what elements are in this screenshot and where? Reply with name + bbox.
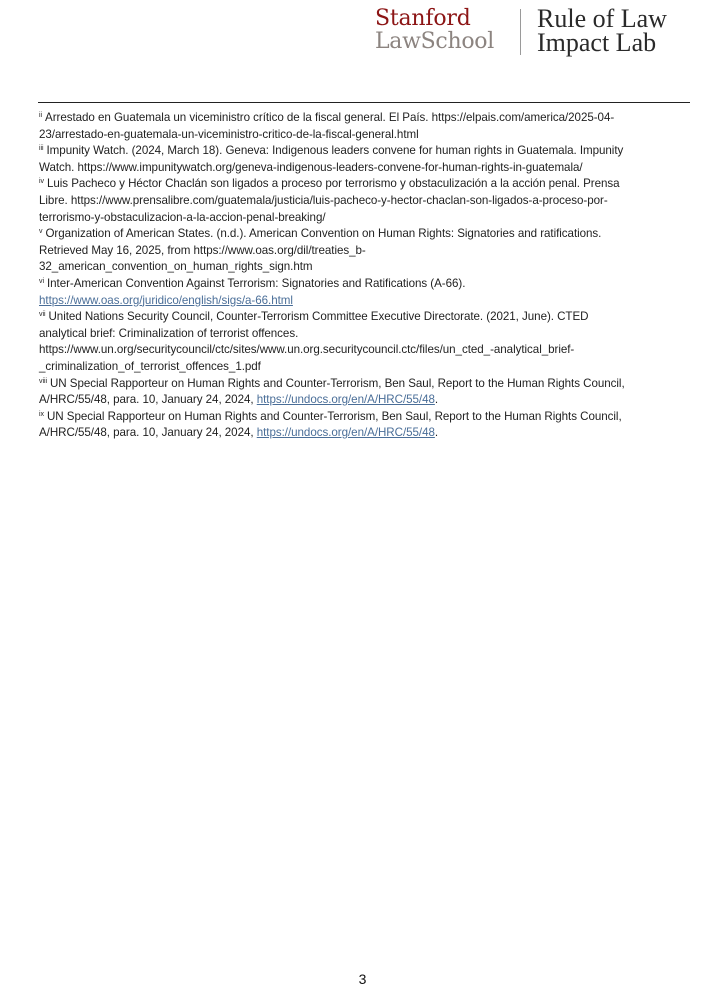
footnote-marker: iv (39, 178, 44, 186)
footnote-marker: viii (39, 377, 47, 385)
footnote-text: Inter-American Convention Against Terrorism: Signatories and Ratifications (A-66). (46, 276, 466, 290)
oas-a66-link[interactable]: https://www.oas.org/juridico/english/sigs/a-66.html (39, 293, 293, 307)
footnote-ii (39, 110, 694, 143)
footnote-period: . (434, 426, 439, 440)
footnote-text: Organization of American States. (n.d.). American Convention on Human Rights: Signatories and ratifications. (45, 227, 602, 241)
footnote-text: 23/arrestado-en-guatemala-un-viceministro-critico-de-la-fiscal-general.html (39, 127, 419, 141)
footnote-v (39, 226, 694, 276)
footnote-text: A/HRC/55/48, para. 10, January 24, 2024, (39, 393, 257, 407)
footnote-text: Retrieved May 16, 2025, from https://www.oas.org/dil/treaties_b- (39, 243, 366, 257)
footnote-text: United Nations Security Council, Counter-Terrorism Committee Executive Directorate. (2021, June). CTED (48, 310, 589, 324)
footnote-marker: vi (39, 277, 44, 285)
stanford-law-school-logo (375, 7, 494, 53)
footnote-viii (39, 376, 694, 409)
footnote-iii (39, 143, 694, 176)
footnote-text: Libre. https://www.prensalibre.com/guatemala/justicia/luis-pacheco-y-hector-chaclan-son-ligados-a-proceso-por- (39, 193, 608, 207)
footnote-vi (39, 276, 694, 309)
footnote-separator (38, 102, 690, 103)
footnote-text: analytical brief: Criminalization of terrorist offences. (39, 326, 299, 340)
footnote-text: terrorismo-y-obstaculizacion-a-la-accion-penal-breaking/ (39, 210, 326, 224)
footnote-period: . (434, 393, 439, 407)
logo-rule-of-law-text: Rule of Law (537, 4, 667, 33)
footnote-text: UN Special Rapporteur on Human Rights and Counter-Terrorism, Ben Saul, Report to the Human Rights Council, (46, 409, 622, 423)
footnote-vii (39, 309, 694, 375)
logo-divider (520, 9, 521, 55)
footnotes-list (39, 110, 694, 442)
footnote-marker: vii (39, 311, 46, 319)
undocs-hrc-55-48-link[interactable]: https://undocs.org/en/A/HRC/55/48 (256, 426, 435, 440)
header-logo (373, 5, 693, 63)
undocs-hrc-55-48-link[interactable]: https://undocs.org/en/A/HRC/55/48 (256, 393, 435, 407)
footnote-marker: v (39, 228, 43, 236)
footnote-text: Impunity Watch. (2024, March 18). Geneva: Indigenous leaders convene for human rights in Guatemala. Impunity (46, 144, 624, 158)
footnote-marker: ii (39, 112, 43, 119)
footnote-text: 32_american_convention_on_human_rights_sign.htm (39, 260, 313, 274)
footnote-text: _criminalization_of_terrorist_offences_1.pdf (39, 359, 261, 373)
footnote-text: https://www.un.org/securitycouncil/ctc/sites/www.un.org.securitycouncil.ctc/files/un_cted_-analytical_brief- (39, 343, 575, 357)
footnote-text: Arrestado en Guatemala un viceministro crítico de la fiscal general. El País. https://elpais.com/america/2025-04- (45, 111, 615, 124)
footnote-text: Watch. https://www.impunitywatch.org/geneva-indigenous-leaders-convene-for-human-rights-in-guatemala/ (39, 160, 583, 174)
logo-lawschool-text: LawSchool (375, 29, 494, 54)
page-number: 3 (358, 971, 367, 987)
footnote-text: UN Special Rapporteur on Human Rights and Counter-Terrorism, Ben Saul, Report to the Human Rights Council, (49, 376, 625, 390)
footnote-text: A/HRC/55/48, para. 10, January 24, 2024, (39, 426, 257, 440)
footnote-iv (39, 176, 694, 226)
footnote-ix (39, 409, 694, 442)
footnote-marker: ix (39, 410, 44, 418)
footnote-marker: iii (39, 145, 44, 153)
rule-of-law-impact-lab-logo (537, 4, 667, 57)
footnote-text: Luis Pacheco y Héctor Chaclán son ligados a proceso por terrorismo y obstaculización a la acción penal. Prensa (46, 177, 620, 191)
logo-stanford-text: Stanford (375, 6, 471, 31)
logo-impact-lab-text: Impact Lab (537, 28, 657, 57)
